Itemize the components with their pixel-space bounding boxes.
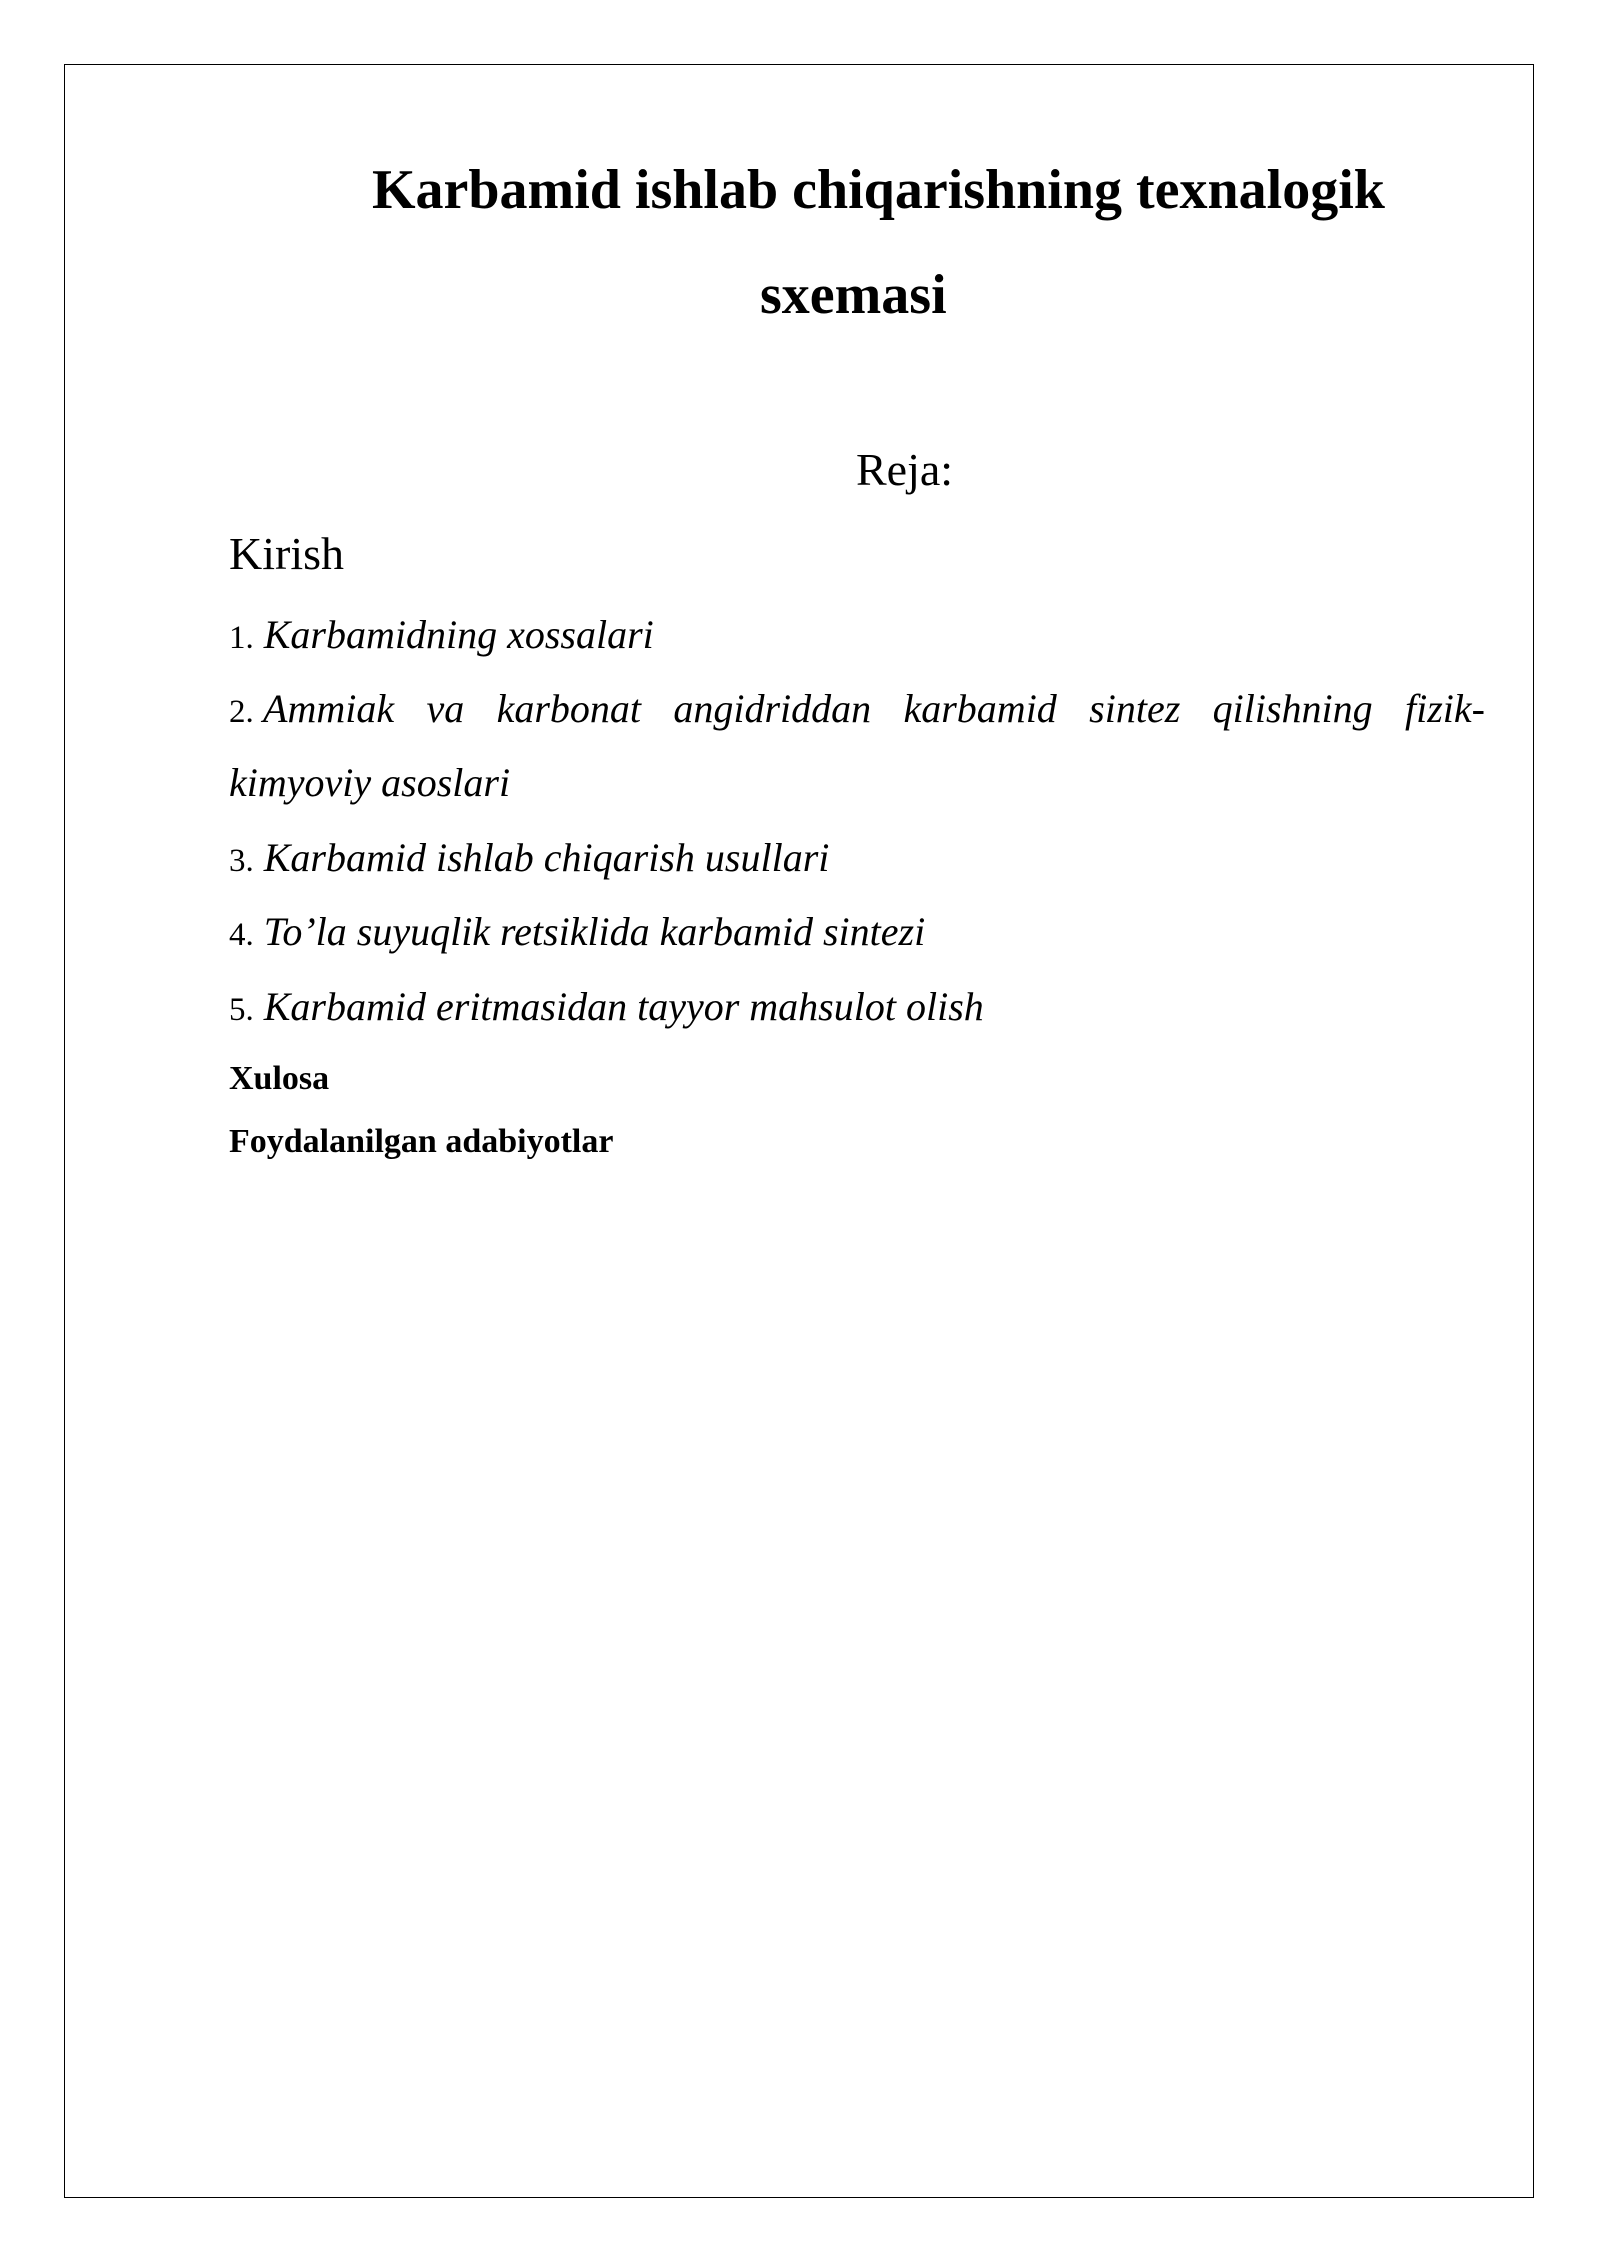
- plan-item-3: [229, 834, 829, 881]
- plan-item-2-word: karbamid: [903, 686, 1057, 731]
- plan-item-text: To’la suyuqlik retsiklida karbamid sintezi: [263, 909, 926, 954]
- plan-item-4: [229, 908, 925, 955]
- plan-item-2-word: va: [426, 686, 465, 731]
- document-title-line-2: sxemasi: [760, 264, 947, 326]
- plan-item-2-line-1: [229, 685, 1485, 732]
- plan-item-text: Karbamidning xossalari: [263, 612, 654, 657]
- plan-item-number: 4.: [229, 917, 254, 953]
- document-title-line-1: Karbamid ishlab chiqarishning texnalogik: [372, 159, 1385, 221]
- plan-item-1: [229, 611, 654, 658]
- plan-item-text: Karbamid eritmasidan tayyor mahsulot olish: [263, 984, 984, 1029]
- references-item: Foydalanilgan adabiyotlar: [229, 1123, 614, 1160]
- conclusion-item: Xulosa: [229, 1060, 330, 1097]
- intro-item: Kirish: [229, 528, 344, 579]
- plan-item-number: 5.: [229, 992, 254, 1028]
- plan-item-2-word: sintez: [1089, 686, 1181, 731]
- plan-item-2-word: angidriddan: [673, 686, 872, 731]
- plan-item-number: 1.: [229, 620, 254, 656]
- plan-item-text: Karbamid ishlab chiqarish usullari: [263, 835, 830, 880]
- plan-item-2-word: karbonat: [496, 686, 641, 731]
- plan-item-2-word: fizik-: [1405, 686, 1485, 731]
- plan-item-2-word: qilishning: [1212, 686, 1373, 731]
- plan-item-number: 3.: [229, 843, 254, 879]
- plan-item-2-word: 2. Ammiak: [229, 686, 395, 731]
- plan-item-5: [229, 983, 984, 1030]
- plan-item-2-line-2: kimyoviy asoslari: [229, 760, 511, 805]
- plan-item-number: 2.: [229, 694, 254, 730]
- plan-heading: Reja:: [856, 444, 954, 495]
